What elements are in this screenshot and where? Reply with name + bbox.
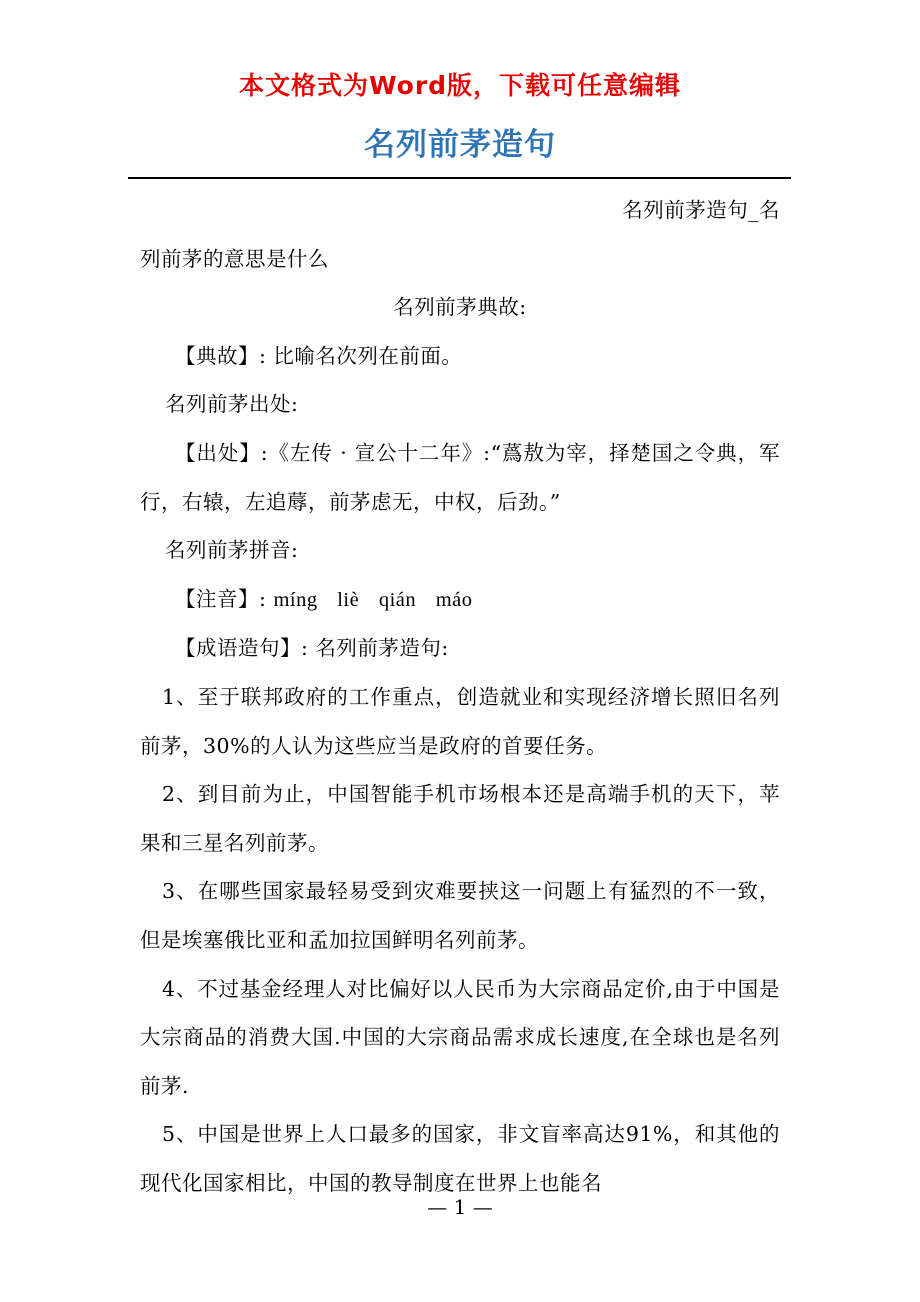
intro-line: 名列前茅造句_名 — [622, 198, 780, 222]
pinyin-separator: : — [259, 586, 274, 611]
example-sentence-5: 5、中国是世界上人口最多的国家，非文盲率高达91%，和其他的现代化国家相比，中国的教导制度在世界上也能名 — [140, 1122, 780, 1195]
pinyin-paragraph — [140, 575, 780, 625]
story-text: : 比喻名次列在前面。 — [259, 343, 463, 368]
example-heading — [140, 624, 780, 673]
example-sentence-2: 2、到目前为止，中国智能手机市场根本还是高端手机的天下，苹果和三星名列前茅。 — [140, 782, 780, 855]
download-banner: 本文格式为Word版，下载可任意编辑 — [238, 71, 682, 100]
example-sentence-3: 3、在哪些国家最轻易受到灾难要挟这一问题上有猛烈的不一致，但是埃塞俄比亚和孟加拉国鲜明名列前茅。 — [140, 879, 780, 952]
intro-line-continued: 列前茅的意思是什么 — [140, 246, 329, 271]
example-sentence-1: 1、至于联邦政府的工作重点，创造就业和实现经济增长照旧名列前茅，30%的人认为这些应当是政府的首要任务。 — [140, 684, 780, 758]
section-heading-pinyin: 名列前茅拼音: — [165, 538, 299, 563]
section-heading-story: 名列前茅典故: — [393, 295, 527, 320]
page-number: — 1 — — [427, 1195, 493, 1219]
document-title: 名列前茅造句 — [364, 127, 556, 163]
example-sentence-4: 4、不过基金经理人对比偏好以人民币为大宗商品定价,由于中国是大宗商品的消费大国.中国的大宗商品需求成长速度,在全球也是名列前茅. — [140, 976, 780, 1098]
source-label: 【出处】 — [175, 440, 261, 465]
section-heading-source: 名列前茅出处: — [165, 392, 299, 417]
story-paragraph — [140, 332, 780, 381]
pinyin-text: míng liè qián máo — [273, 588, 473, 611]
pinyin-label: 【注音】 — [175, 586, 259, 611]
example-text: : 名列前茅造句: — [301, 636, 449, 661]
source-text: :《左传 · 宣公十二年》:“蔿敖为宰，择楚国之令典，军行，右辕，左追蓐，前茅虑无，中权，后劲。” — [140, 440, 781, 514]
source-paragraph — [140, 429, 780, 526]
example-label: 【成语造句】 — [175, 636, 301, 661]
story-label: 【典故】 — [175, 343, 259, 368]
title-divider — [128, 177, 791, 179]
document-body — [140, 186, 780, 1207]
